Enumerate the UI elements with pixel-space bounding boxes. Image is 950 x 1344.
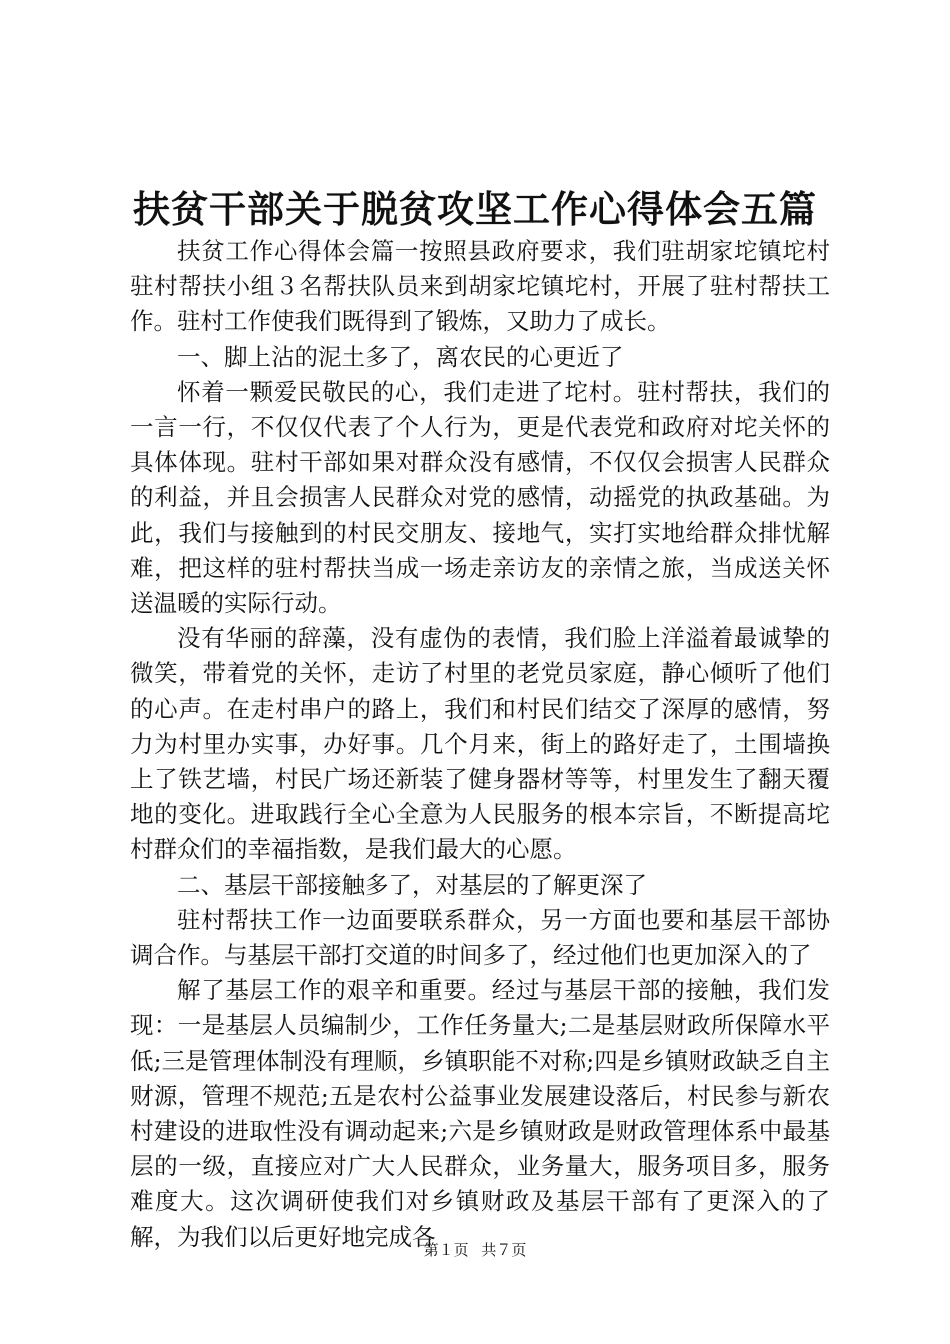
paragraph: 没有华丽的辞藻，没有虚伪的表情，我们脸上洋溢着最诚挚的微笑，带着党的关怀，走访了村里的老党员家庭，静心倾听了他们的心声。在走村串户的路上，我们和村民们结交了深厚的感情，努力为村里办实事，办好事。几个月来，街上的路好走了，土围墙换上了铁艺墙，村民广场还新装了健身器材等等，村里发生了翻天覆地的变化。进取践行全心全意为人民服务的根本宗旨，不断提高坨村群众们的幸福指数，是我们最大的心愿。 (130, 624, 830, 864)
paragraph: 解了基层工作的艰辛和重要。经过与基层干部的接触，我们发现：一是基层人员编制少，工作任务量大;二是基层财政所保障水平低;三是管理体制没有理顺，乡镇职能不对称;四是乡镇财政缺乏自主财源，管理不规范;五是农村公益事业发展建设落后，村民参与新农村建设的进取性没有调动起来;六是乡镇财政是财政管理体系中最基层的一级，直接应对广大人民群众，业务量大，服务项目多，服务难度大。这次调研使我们对乡镇财政及基层干部有了更深入的了解，为我们以后更好地完成各 (130, 976, 830, 1251)
page-total: 共７页 (481, 1241, 527, 1259)
section-heading: 二、基层干部接触多了，对基层的了解更深了 (177, 870, 647, 899)
paragraph: 怀着一颗爱民敬民的心，我们走进了坨村。驻村帮扶，我们的一言一行，不仅仅代表了个人行为，更是代表党和政府对坨关怀的具体体现。驻村干部如果对群众没有感情，不仅仅会损害人民群众的利益，并且会损害人民群众对党的感情，动摇党的执政基础。为此，我们与接触到的村民交朋友、接地气，实打实地给群众排忧解难，把这样的驻村帮扶当成一场走亲访友的亲情之旅，当成送关怀送温暖的实际行动。 (130, 377, 830, 618)
document-body (130, 234, 830, 1255)
document-title: 扶贫干部关于脱贫攻坚工作心得体会五篇 (133, 187, 817, 231)
paragraph: 扶贫工作心得体会篇一按照县政府要求，我们驻胡家坨镇坨村驻村帮扶小组３名帮扶队员来到胡家坨镇坨村，开展了驻村帮扶工作。驻村工作使我们既得到了锻炼，又助力了成长。 (130, 237, 830, 336)
section-heading: 一、脚上沾的泥土多了，离农民的心更近了 (177, 342, 624, 371)
page-footer (0, 1240, 950, 1260)
page-number: 第１页 (423, 1241, 469, 1259)
paragraph: 驻村帮扶工作一边面要联系群众，另一方面也要和基层干部协调合作。与基层干部打交道的时间多了，经过他们也更加深入的了 (130, 905, 830, 970)
